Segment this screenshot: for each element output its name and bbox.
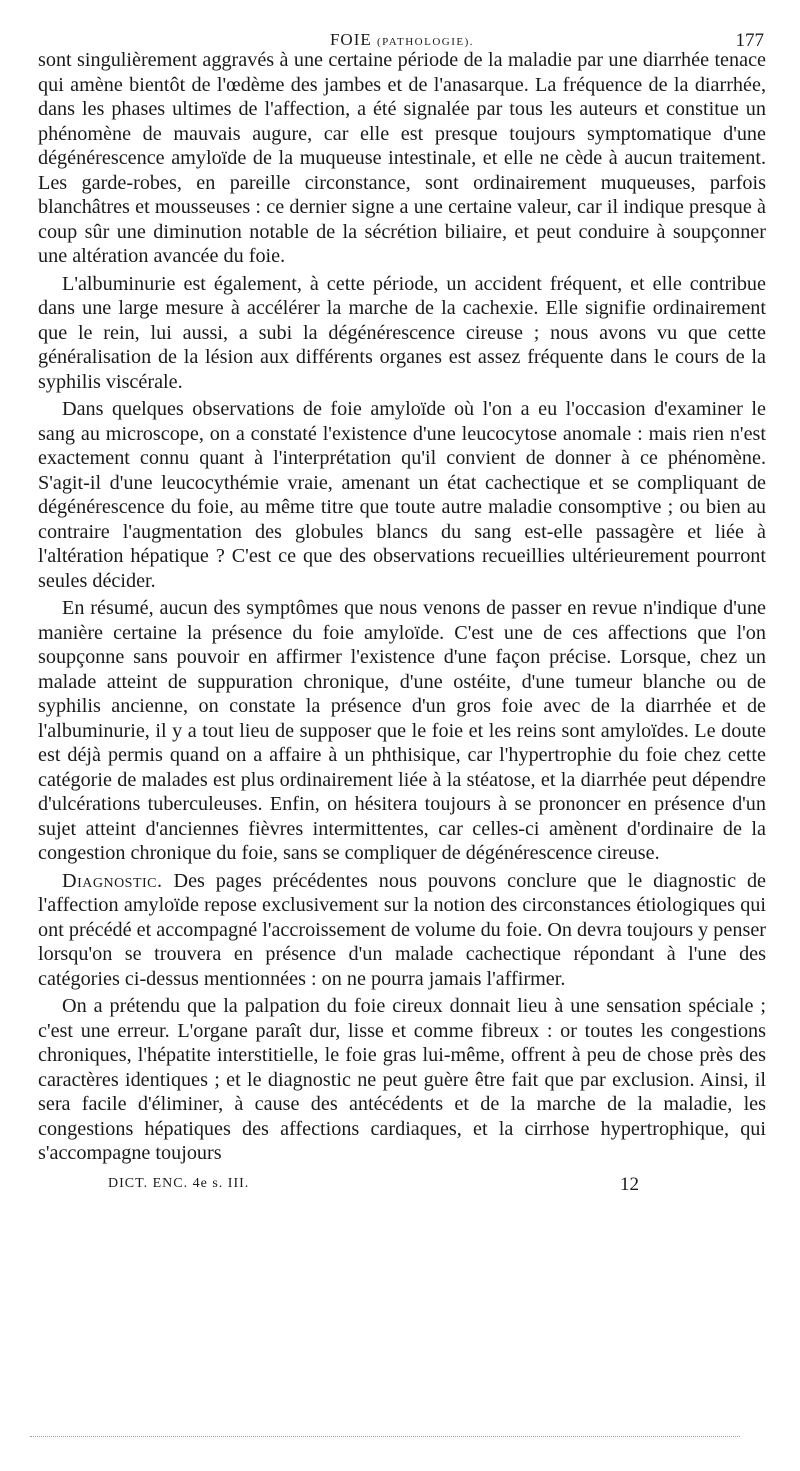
paragraph-3: Dans quelques observations de foie amyloïde où l'on a eu l'occasion d'examiner le sang au microscope, on a constaté l'existence d'une leucocytose anomale : mais rien n'est exactement connu quant à l'interprétation qu'il convient de donner à ce phénomène. S'agit-il d'une leucocythémie vraie, amenant un état cachectique et se compliquant de dégénérescence du foie, au même titre que toute autre maladie consomptive ; ou bien au contraire l'augmentation des globules blancs du sang est-elle passagère et liée à l'altération hépatique ? C'est ce que des observations recueillies ultérieurement pourront seules décider. [38,398,766,592]
section-heading-diagnostic: Diagnostic. [62,869,163,892]
signature-number: 12 [620,1173,639,1195]
paragraph-4: En résumé, aucun des symptômes que nous venons de passer en revue n'indique d'une manière certaine la présence du foie amyloïde. C'est une de ces affections que l'on soupçonne sans pouvoir en affirmer l'existence d'une façon précise. Lorsque, chez un malade atteint de suppuration chronique, d'une ostéite, d'une tumeur blanche ou de syphilis ancienne, on constate la présence d'un gros foie avec de la diarrhée et de l'albuminurie, il y a tout lieu de supposer que le foie et les reins sont amyloïdes. Le doute est déjà permis quand on a affaire à un phthisique, car l'hypertrophie du foie chez cette catégorie de malades est plus ordinairement liée à la stéatose, et la diarrhée peut dépendre d'ulcérations tuberculeuses. Enfin, on hésitera toujours à se prononcer en présence d'un sujet atteint d'anciennes fièvres intermittentes, car celles-ci amènent d'ordinaire de la congestion chronique du foie, sans se compliquer de dégénérescence cireuse. [38,597,766,864]
bleed-through-line [30,1436,740,1438]
page-number: 177 [735,30,764,51]
paragraph-2: L'albuminurie est également, à cette période, un accident fréquent, et elle contribue dans une large mesure à accélérer la marche de la cachexie. Elle signifie ordinairement que le rein, lui aussi, a subi la dégénérescence cireuse ; nous avons vu que cette généralisation de la lésion aux différents organes est assez fréquente dans le cours de la syphilis viscérale. [38,272,766,393]
paragraph-5 [38,869,766,992]
body-text [38,48,766,1166]
signature-mark: DICT. ENC. 4e s. III. [108,1175,250,1191]
running-title [38,30,766,50]
running-title-sub: (PATHOLOGIE). [377,36,475,48]
book-page [38,0,766,1212]
running-head [38,0,766,51]
paragraph-5-text: Des pages précédentes nous pouvons conclure que le diagnostic de l'affection amyloïde repose exclusivement sur la notion des circonstances étiologiques qui ont précédé et accompagné l'accroissement de volume du foie. On devra toujours y penser lorsqu'on se trouvera en présence d'un malade cachectique répondant à l'une des catégories ci-dessus mentionnées : on ne pourra jamais l'affirmer. [38,869,766,990]
paragraph-6: On a prétendu que la palpation du foie cireux donnait lieu à une sensation spéciale ; c'est une erreur. L'organe paraît dur, lisse et comme fibreux : or toutes les congestions chroniques, l'hépatite interstitielle, le foie gras lui-même, offrent à peu de chose près des caractères identiques ; et le diagnostic ne peut guère être fait que par exclusion. Ainsi, il sera facile d'éliminer, à cause des antécédents et de la marche de la maladie, les congestions hépatiques des affections cardiaques, et la cirrhose hypertrophique, qui s'accompagne toujours [38,995,766,1164]
paragraph-1: sont singulièrement aggravés à une certaine période de la maladie par une diarrhée tenace qui amène bientôt de l'œdème des jambes et de l'anasarque. La fréquence de la diarrhée, dans les phases ultimes de l'affection, a été signalée par tous les auteurs et constitue un phénomène de mauvais augure, car elle est presque toujours symptomatique d'une dégénérescence amyloïde de la muqueuse intestinale, et elle ne cède à aucun traitement. Les garde-robes, en pareille circonstance, sont ordinairement muqueuses, parfois blanchâtres et mousseuses : ce dernier signe a une certaine valeur, car il indique presque à coup sûr une diminution notable de la sécrétion biliaire, et peut conduire à soupçonner une altération avancée du foie. [38,49,766,267]
running-title-main: FOIE [329,30,372,49]
page-footer [38,1172,766,1212]
